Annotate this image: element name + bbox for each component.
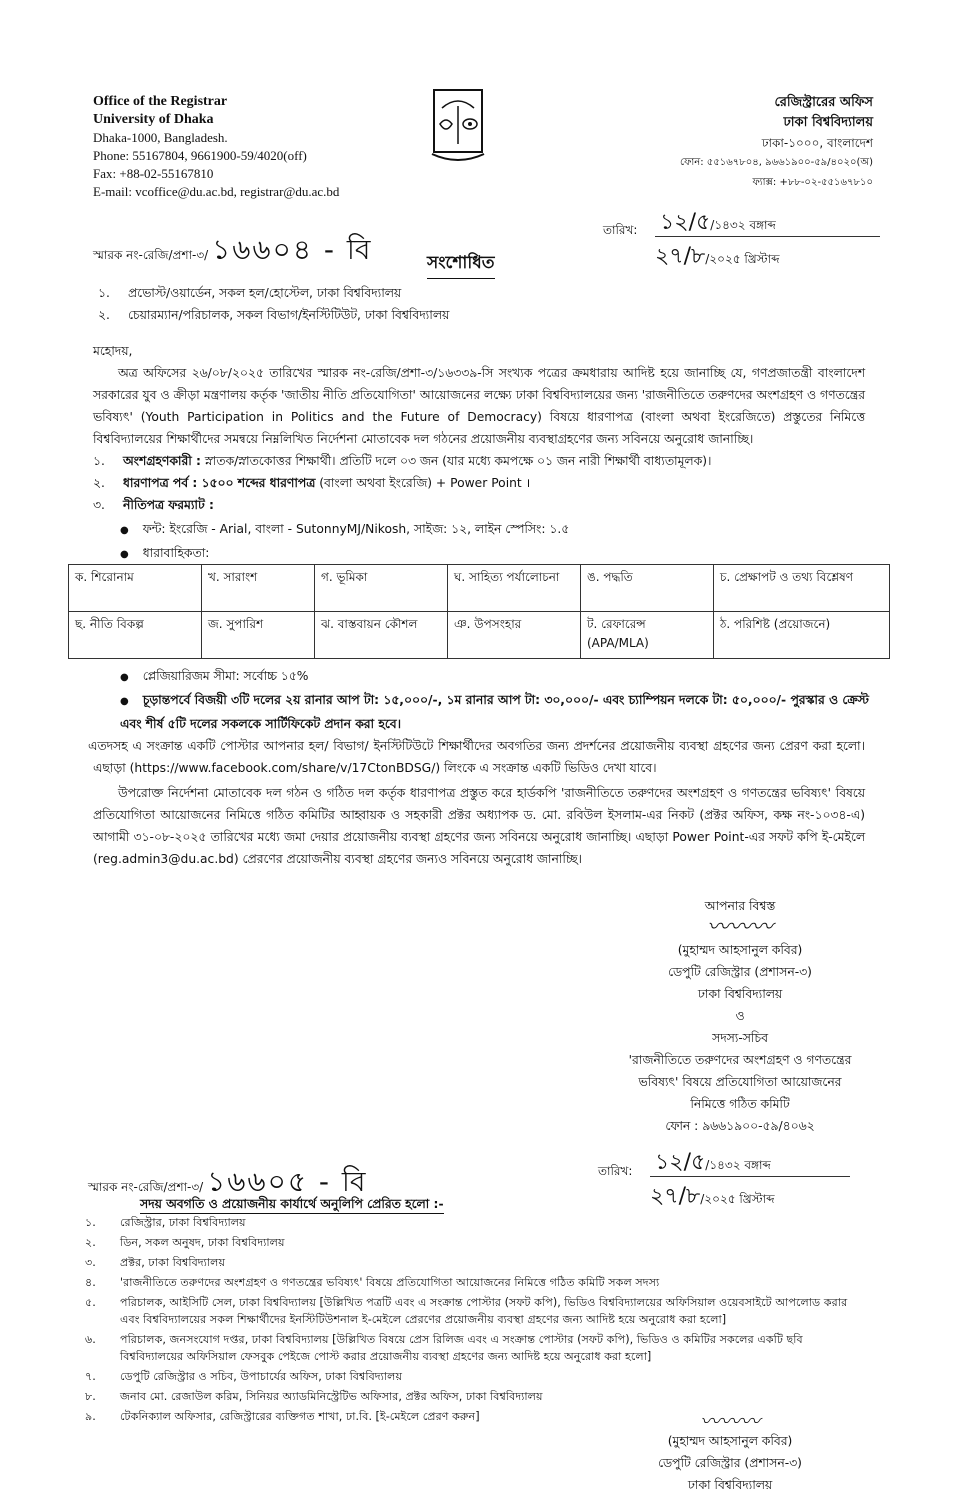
table-cell: ঙ. পদ্ধতি: [581, 565, 714, 612]
copy-item: ৭. ডেপুটি রেজিস্ট্রার ও সচিব, উপাচার্যের অফিস, ঢাকা বিশ্ববিদ্যালয়: [85, 1370, 403, 1383]
format-bullets: [120, 518, 569, 566]
copy-heading: সদয় অবগতি ও প্রয়োজনীয় কার্যার্থে অনুলিপি প্রেরিত হলো :-: [140, 1195, 444, 1214]
phone-bn: ফোন: ৫৫১৬৭৮০৪, ৯৬৬১৯০০-৫৯/৪০২০(অ): [680, 157, 873, 168]
office-title-bn: রেজিস্ট্রারের অফিস: [774, 95, 873, 110]
table-cell: ক. শিরোনাম: [69, 565, 202, 612]
body-paragraph-3: উপরোক্ত নির্দেশনা মোতাবেক দল গঠন ও গঠিত দল কর্তৃক ধারণাপত্র প্রস্তুত করে হার্ডকপি 'রাজনীতিতে তরুণদের অংশগ্রহণ ও গণতন্ত্রের ভবিষ্যৎ' বিষয়ে প্রতিযোগিতা আয়োজনের নিমিত্তে গঠিত কমিটির আহ্বায়ক ও সহকারী প্রক্টর অধ্যাপক ড. মো. রবিউল ইসলাম-এর নিকট (প্রক্টর অফিস, কক্ষ নং-১০৩৪-এ) আগামী ৩১-০৮-২০২৫ তারিখের মধ্যে জমা দেয়ার প্রয়োজনীয় ব্যবস্থা গ্রহণের জন্য সবিনয়ে অনুরোধ জানাচ্ছি। এছাড়া Power Point-এর সফট কপি ই-মেইলে (reg.admin3@du.ac.bd) প্রেরণের প্রয়োজনীয় ব্যবস্থা গ্রহণের জন্যও সবিনয়ে অনুরোধ জানাচ্ছি।: [93, 786, 865, 866]
point-item: ১. অংশগ্রহণকারী : স্নাতক/স্নাতকোত্তর শিক্ষার্থী। প্রতিটি দলে ০৩ জন (যার মধ্যে কমপক্ষে ০১ জন নারী শিক্ষার্থী বাধ্যতামূলক)।: [93, 454, 712, 468]
copy-item: ৬. পরিচালক, জনসংযোগ দপ্তর, ঢাকা বিশ্ববিদ্যালয় [উল্লিখিত বিষয়ে প্রেস রিলিজ এবং এ সংক্রান্ত পোস্টার (সফট কপি), ভিডিও ও কমিটির সকলের একটি ছবি বিশ্ববিদ্যালয়ের অফিসিয়াল ফেসবুক পেইজে পোস্ট করার প্রয়োজনীয় ব্যবস্থা গ্রহণের জন্য আদিষ্ট হয়ে অনুরোধ করা হলো]: [85, 1333, 803, 1363]
signatory-name: (মুহাম্মদ আহসানুল কবির): [667, 1434, 793, 1448]
table-row: [69, 565, 890, 612]
copy-item: ৯. টেকনিক্যাল অফিসার, রেজিস্ট্রারের ব্যক্তিগত শাখা, ঢা.বি. [ই-মেইলে প্রেরণ করুন]: [85, 1410, 480, 1423]
address-bn: ঢাকা-১০০০, বাংলাদেশ: [761, 136, 873, 150]
body-paragraph-1: অত্র অফিসের ২৬/০৮/২০২৫ তারিখের স্মারক নং-রেজি/প্রশা-৩/১৬৩৩৯-সি সংখ্যক পত্রের ক্রমধারায় আদিষ্ট হয়ে জানাচ্ছি যে, গণপ্রজাতন্ত্রী বাংলাদেশ সরকারের যুব ও ক্রীড়া মন্ত্রণালয় কর্তৃক 'জাতীয় নীতি প্রতিযোগিতা' আয়োজনের লক্ষ্যে ঢাকা বিশ্ববিদ্যালয়ের জন্য 'রাজনীতিতে তরুণদের অংশগ্রহণ ও গণতন্ত্রের ভবিষ্যৎ' (Youth Participation in Politics and the Future of Democracy) বিষয়ে ধারণাপত্র (বাংলা অথবা ইংরেজিতে) প্রস্তুতের নিমিত্তে বিশ্ববিদ্যালয়ের শিক্ষার্থীদের সমন্বয়ে নিম্নলিখিত নির্দেশনা মোতাবেক দল গঠনের প্রয়োজনীয় ব্যবস্থাগ্রহণের জন্য সবিনয়ে অনুরোধ জানাচ্ছি।: [93, 366, 865, 446]
university-name-en: University of Dhaka: [93, 112, 214, 127]
fax-en: Fax: +88-02-55167810: [93, 166, 214, 181]
font-spec: ● ফন্ট: ইংরেজি - Arial, বাংলা - SutonnyMJ/Nikosh, সাইজ: ১২, লাইন স্পেসিং: ১.৫: [120, 518, 569, 542]
extra-bullets: [120, 665, 890, 735]
signatory-name: (মুহাম্মদ আহসানুল কবির): [677, 943, 803, 957]
university-name-bn: ঢাকা বিশ্ববিদ্যালয়: [783, 115, 873, 130]
committee-line: নিমিত্তে গঠিত কমিটি: [690, 1097, 790, 1111]
committee-line: 'রাজনীতিতে তরুণদের অংশগ্রহণ ও গণতন্ত্রের: [628, 1053, 852, 1067]
table-cell: ঘ. সাহিত্য পর্যালোচনা: [448, 565, 581, 612]
table-cell: ছ. নীতি বিকল্প: [69, 612, 202, 659]
memo-label: স্মারক নং-রেজি/প্রশা-৩/: [93, 248, 209, 262]
recipients-list: [98, 282, 449, 326]
table-cell: জ. সুপারিশ: [202, 612, 315, 659]
plagiarism-limit: ● প্লেজিয়ারিজম সীমা: সর্বোচ্চ ১৫%: [120, 665, 890, 689]
copy-item: ২. ডিন, সকল অনুষদ, ঢাকা বিশ্ববিদ্যালয়: [85, 1236, 285, 1249]
page-title: সংশোধিত: [427, 250, 495, 279]
point-item: ২. ধারণাপত্র পর্ব : ১৫০০ শব্দের ধারণাপত্র (বাংলা অথবা ইংরেজি) + Power Point ।: [93, 476, 531, 490]
and-text: ও: [735, 1009, 745, 1023]
memo-date-en-1: ২৭/৮/২০২৫ খ্রিস্টাব্দ: [655, 236, 880, 276]
signature-block-2: [600, 1410, 860, 1496]
format-table: [68, 564, 890, 659]
memo-hand-number: ১৬৬০৪ - বি: [212, 233, 373, 266]
office-title-en: Office of the Registrar: [93, 94, 228, 109]
copy-item: ১. রেজিস্ট্রার, ঢাকা বিশ্ববিদ্যালয়: [85, 1216, 246, 1229]
committee-line: ভবিষ্যৎ' বিষয়ে প্রতিযোগিতা আয়োজনের: [638, 1075, 842, 1089]
instruction-points: [93, 450, 883, 516]
sequence-label: ● ধারাবাহিকতা:: [120, 542, 569, 566]
body-paragraph-2: এতদসহ এ সংক্রান্ত একটি পোস্টার আপনার হল/ বিভাগ/ ইনস্টিটিউটে শিক্ষার্থীদের অবগতির জন্য প্রদর্শনের প্রয়োজনীয় ব্যবস্থা গ্রহণের জন্য প্রেরণ করা হলো। এছাড়া (https://www.facebook.com/share/v/17CtonBDSG/) লিংকে এ সংক্রান্ত একটি ভিডিও দেখা যাবে।: [88, 739, 866, 775]
copies-list: [85, 1214, 865, 1425]
signature-scribble-icon: 〰〰〰: [700, 1409, 760, 1433]
table-row: [69, 612, 890, 659]
signatory-role: সদস্য-সচিব: [712, 1031, 768, 1045]
signatory-phone: ফোন : ৯৬৬১৯০০-৫৯/৪০৬২: [665, 1119, 815, 1133]
memo-date-bn-2: ১২/৫/১৪৩২ বঙ্গাব্দ: [655, 1150, 771, 1175]
copy-item: ৮. জনাব মো. রেজাউল করিম, সিনিয়র অ্যাডমিনিস্ট্রেটিভ অফিসার, প্রক্টর অফিস, ঢাকা বিশ্ববিদ্যালয়: [85, 1390, 543, 1403]
fax-bn: ফ্যাক্স: +৮৮-০২-৫৫১৬৭৮১০: [752, 177, 873, 188]
signatory-org: ঢাকা বিশ্ববিদ্যালয়: [687, 1478, 773, 1492]
memo-date-bn-1: ১২/৫/১৪৩২ বঙ্গাব্দ: [660, 210, 776, 235]
recipient-item: ১. প্রভোস্ট/ওয়ার্ডেন, সকল হল/হোস্টেল, ঢাকা বিশ্ববিদ্যালয়: [98, 286, 402, 300]
address-en: Dhaka-1000, Bangladesh.: [93, 130, 228, 145]
closing: আপনার বিশ্বস্ত: [704, 899, 776, 913]
table-cell: ঞ. উপসংহার: [448, 612, 581, 659]
table-cell: ঠ. পরিশিষ্ট (প্রয়োজনে): [714, 612, 890, 659]
memo-label: স্মারক নং-রেজি/প্রশা-৩/: [88, 1180, 204, 1194]
copy-item: ৩. প্রক্টর, ঢাকা বিশ্ববিদ্যালয়: [85, 1256, 226, 1269]
table-cell: চ. প্রেক্ষাপট ও তথ্য বিশ্লেষণ: [714, 565, 890, 612]
signatory-designation: ডেপুটি রেজিস্ট্রার (প্রশাসন-৩): [668, 965, 812, 979]
salutation: মহোদয়,: [93, 344, 133, 358]
signatory-designation: ডেপুটি রেজিস্ট্রার (প্রশাসন-৩): [658, 1456, 802, 1470]
table-cell: খ. সারাংশ: [202, 565, 315, 612]
email-en: E-mail: vcoffice@du.ac.bd, registrar@du.ac.bd: [93, 184, 340, 199]
signature-block-1: [590, 895, 890, 1137]
phone-en: Phone: 55167804, 9661900-59/4020(off): [93, 148, 307, 163]
prize-info: ● চূড়ান্তপর্বে বিজয়ী ৩টি দলের ২য় রানার আপ টা: ১৫,০০০/-, ১ম রানার আপ টা: ৩০,০০০/- এবং চ্যাম্পিয়ন দলকে টা: ৫০,০০০/- পুরস্কার ও ক্রেস্ট এবং শীর্ষ ৫টি দলের সকলকে সার্টিফিকেট প্রদান করা হবে।: [120, 689, 890, 735]
signature-scribble-icon: 〰〰〰: [706, 915, 773, 940]
memo-hand-number: ১৬৬০৫ - বি: [207, 1165, 368, 1198]
table-cell: ট. রেফারেন্স (APA/MLA): [581, 612, 714, 659]
memo-date-label-2: তারিখ:: [598, 1164, 633, 1178]
copy-item: ৫. পরিচালক, আইসিটি সেল, ঢাকা বিশ্ববিদ্যালয় [উল্লিখিত পত্রটি এবং এ সংক্রান্ত পোস্টার (সফট কপি), ভিডিও বিশ্ববিদ্যালয়ের অফিসিয়াল ওয়েবসাইটে আপলোড করার এবং বিশ্ববিদ্যালয়ের সকল শিক্ষার্থীদের ইনস্টিটিউশনাল ই-মেইলে প্রেরণের প্রয়োজনীয় ব্যবস্থা গ্রহণের জন্য আদিষ্ট হয়ে অনুরোধ করা হলো]: [85, 1296, 848, 1326]
header-en: [93, 93, 339, 201]
table-cell: গ. ভূমিকা: [315, 565, 448, 612]
header-bn: [680, 93, 873, 193]
point-item: ৩. নীতিপত্র ফরম্যাট :: [93, 498, 214, 512]
memo-number-1: [93, 228, 373, 275]
table-cell: ঝ. বাস্তবায়ন কৌশল: [315, 612, 448, 659]
university-seal-icon: [428, 88, 488, 166]
signatory-org: ঢাকা বিশ্ববিদ্যালয়: [697, 987, 783, 1001]
recipient-item: ২. চেয়ারম্যান/পরিচালক, সকল বিভাগ/ইনস্টিটিউট, ঢাকা বিশ্ববিদ্যালয়: [98, 308, 450, 322]
copy-item: ৪. 'রাজনীতিতে তরুণদের অংশগ্রহণ ও গণতন্ত্রের ভবিষ্যৎ' বিষয়ে প্রতিযোগিতা আয়োজনের নিমিত্তে গঠিত কমিটি সকল সদস্য: [85, 1276, 660, 1289]
memo-date-en-2: ২৭/৮/২০২৫ খ্রিস্টাব্দ: [650, 1176, 850, 1216]
memo-date-label-1: তারিখ:: [603, 223, 638, 237]
